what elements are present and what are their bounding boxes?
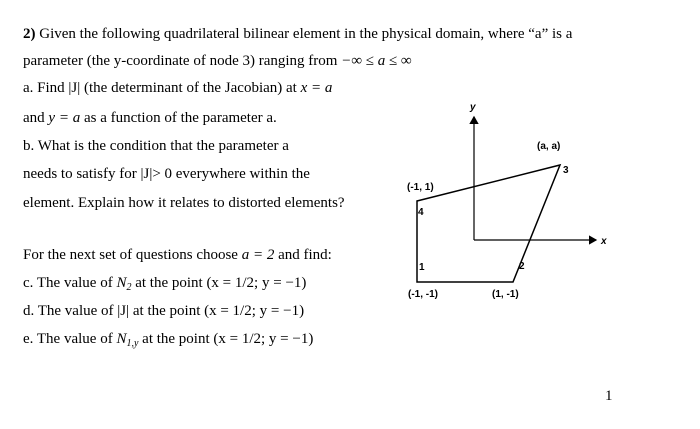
part-c-text-post: at the point (x = 1/2; y = −1) bbox=[135, 275, 307, 291]
part-c-text-pre: c. The value of bbox=[23, 275, 113, 291]
node-4-coordinate: (-1, 1) bbox=[407, 182, 434, 193]
problem-number: 2) bbox=[23, 26, 36, 42]
next-set-text-post: and find: bbox=[278, 247, 332, 263]
next-set-line bbox=[23, 246, 332, 264]
part-a-line-1 bbox=[23, 79, 332, 97]
part-a-text-2-pre: and bbox=[23, 110, 45, 126]
part-c-shape-function bbox=[116, 275, 131, 291]
part-e-var: N bbox=[116, 331, 127, 347]
next-set-equation: a = 2 bbox=[241, 247, 275, 263]
part-b-text-3: element. Explain how it relates to distorted elements? bbox=[23, 195, 345, 211]
part-a-text-2-post: as a function of the parameter a. bbox=[83, 110, 277, 126]
part-e-text-post: at the point (x = 1/2; y = −1) bbox=[142, 331, 314, 347]
part-e-line bbox=[23, 330, 313, 353]
node-4-number: 4 bbox=[418, 207, 424, 218]
part-a-text-1: a. Find |J| (the determinant of the Jacobian) at bbox=[23, 80, 297, 96]
page-number: 1 bbox=[605, 388, 613, 404]
part-b-line-3 bbox=[23, 194, 345, 212]
x-axis-label: x bbox=[601, 236, 607, 247]
part-a-line-2 bbox=[23, 109, 277, 127]
problem-intro-line-1 bbox=[23, 25, 572, 43]
part-a-equation: x = a bbox=[300, 80, 333, 96]
part-b-line-1 bbox=[23, 137, 289, 155]
node-2-number: 2 bbox=[519, 261, 525, 272]
part-c-var: N bbox=[116, 275, 127, 291]
part-c-sub: 2 bbox=[126, 282, 132, 293]
element-figure bbox=[395, 95, 620, 320]
part-a-equation-2: y = a bbox=[48, 110, 81, 126]
next-set-text-pre: For the next set of questions choose bbox=[23, 247, 238, 263]
quadrilateral-element bbox=[417, 165, 560, 282]
part-e-text-pre: e. The value of bbox=[23, 331, 113, 347]
y-axis-label: y bbox=[470, 102, 476, 113]
part-e-shape-function bbox=[116, 331, 138, 347]
node-1-number: 1 bbox=[419, 262, 425, 273]
intro-text-1: Given the following quadrilateral bilinear element in the physical domain, where “a” is a bbox=[39, 26, 573, 42]
part-c-line bbox=[23, 274, 306, 297]
node-3-coordinate: (a, a) bbox=[537, 141, 561, 152]
node-3-number: 3 bbox=[563, 165, 569, 176]
node-1-coordinate: (-1, -1) bbox=[408, 289, 438, 300]
part-e-sub: 1,y bbox=[126, 338, 139, 349]
range-expression: −∞ ≤ a ≤ ∞ bbox=[341, 53, 412, 69]
problem-intro-line-2 bbox=[23, 52, 412, 70]
part-d-text: d. The value of |J| at the point (x = 1/2; y = −1) bbox=[23, 303, 305, 319]
part-d-line bbox=[23, 302, 304, 320]
part-b-text-2: needs to satisfy for |J|> 0 everywhere within the bbox=[23, 166, 310, 182]
part-b-text-1: b. What is the condition that the parameter a bbox=[23, 138, 289, 154]
intro-text-2: parameter (the y-coordinate of node 3) ranging from bbox=[23, 53, 338, 69]
node-2-coordinate: (1, -1) bbox=[492, 289, 519, 300]
part-b-line-2 bbox=[23, 165, 310, 183]
